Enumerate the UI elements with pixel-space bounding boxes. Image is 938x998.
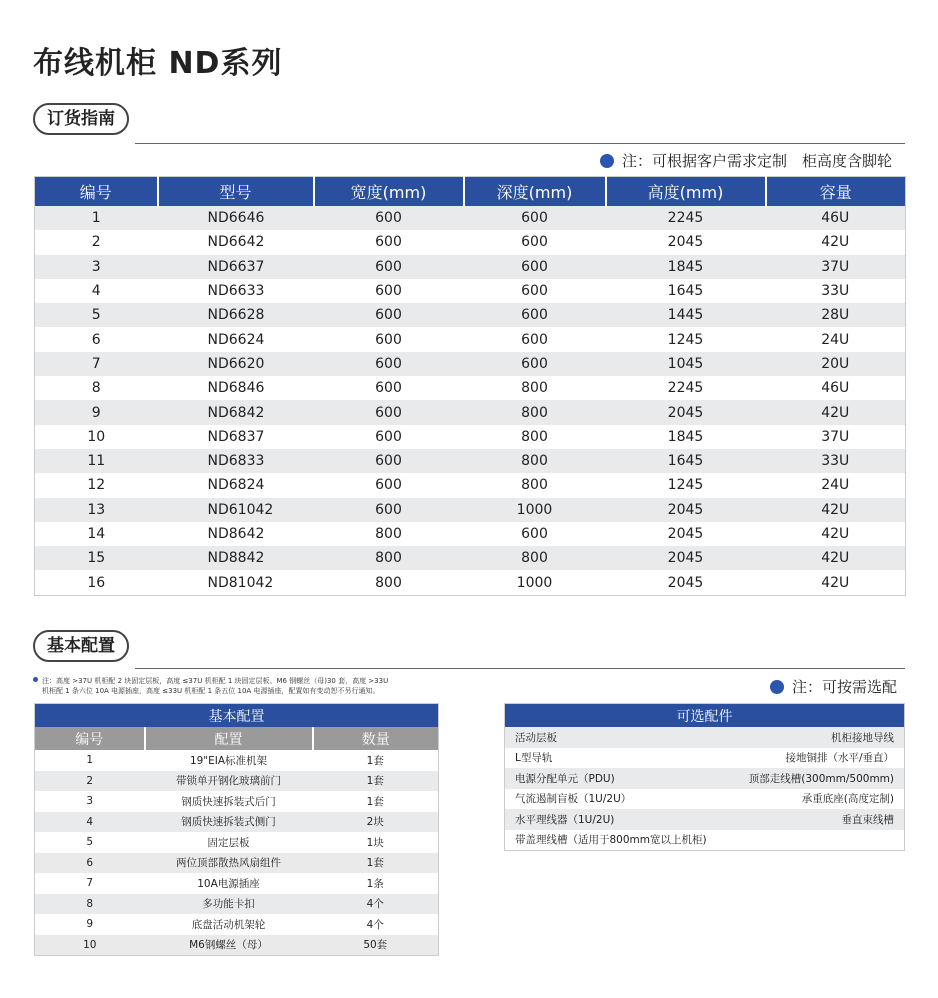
order-table-row-cell: 42U — [766, 522, 906, 546]
order-table-row-cell: ND6633 — [158, 279, 314, 303]
order-table-row-cell: 2245 — [606, 206, 766, 230]
order-table-row-cell: 600 — [314, 376, 464, 400]
order-table-row-cell: 600 — [314, 327, 464, 351]
order-table-row-cell: ND6620 — [158, 352, 314, 376]
config-table-row — [35, 894, 439, 915]
order-table-row-cell: 600 — [464, 352, 606, 376]
parts-table-row-cell: 带盖理线槽（适用于800mm宽以上机柜) — [505, 830, 725, 851]
order-table-row-cell: 12 — [35, 473, 158, 497]
parts-table-row-cell: 顶部走线槽(300mm/500mm) — [725, 768, 905, 789]
config-table-row-cell: 固定层板 — [145, 832, 313, 853]
order-col-header: 容量 — [766, 177, 906, 207]
parts-table-row — [505, 789, 905, 810]
section-config-divider — [135, 668, 905, 669]
config-table-caption: 基本配置 — [35, 704, 439, 728]
bullet-dot-icon — [770, 680, 784, 694]
order-table-row-cell: 600 — [464, 206, 606, 230]
order-table-row-cell: 600 — [314, 473, 464, 497]
order-table-row-cell: 42U — [766, 570, 906, 595]
order-table-row-cell: 600 — [464, 279, 606, 303]
order-table-row-cell: 800 — [314, 546, 464, 570]
config-table-row-cell: 带锁单开钢化玻璃前门 — [145, 771, 313, 792]
basic-config-table — [34, 703, 439, 956]
page-title: 布线机柜 ND系列 — [33, 46, 283, 81]
config-table-row — [35, 750, 439, 771]
config-col-header: 编号 — [35, 727, 145, 750]
order-table-row-cell: 2045 — [606, 498, 766, 522]
config-table-row — [35, 873, 439, 894]
order-table-row-cell: 600 — [314, 498, 464, 522]
order-table-row-cell: 800 — [464, 449, 606, 473]
order-table-row-cell: 600 — [464, 522, 606, 546]
bullet-dot-icon — [600, 154, 614, 168]
order-col-header: 宽度(mm) — [314, 177, 464, 207]
order-table-row-cell: 600 — [314, 303, 464, 327]
order-table-row-cell: 600 — [314, 255, 464, 279]
order-table-row-cell: 1645 — [606, 449, 766, 473]
order-table-row — [35, 473, 906, 497]
order-table-row-cell: 600 — [314, 230, 464, 254]
order-table-row — [35, 498, 906, 522]
order-table-row-cell: 37U — [766, 425, 906, 449]
order-table-row-cell: 2045 — [606, 570, 766, 595]
config-col-header: 数量 — [313, 727, 439, 750]
section-config-label: 基本配置 — [33, 630, 129, 662]
config-table-row-cell: 多功能卡扣 — [145, 894, 313, 915]
order-table-row — [35, 400, 906, 424]
config-table-row — [35, 853, 439, 874]
config-table-row-cell: 50套 — [313, 935, 439, 956]
order-table-row — [35, 352, 906, 376]
config-table-row — [35, 914, 439, 935]
order-table-row-cell: 11 — [35, 449, 158, 473]
config-table-row-cell: 1套 — [313, 791, 439, 812]
order-table-row-cell: 600 — [314, 425, 464, 449]
config-note-text: 注：可按需选配 — [792, 678, 898, 696]
config-table-row-cell: M6钢螺丝（母） — [145, 935, 313, 956]
order-table-row-cell: ND6637 — [158, 255, 314, 279]
order-table-row-cell: 600 — [314, 449, 464, 473]
order-table-row-cell: 600 — [314, 400, 464, 424]
order-table-row-cell: 800 — [314, 522, 464, 546]
parts-table-row — [505, 768, 905, 789]
order-table-row-cell: 8 — [35, 376, 158, 400]
order-table-row-cell: ND6837 — [158, 425, 314, 449]
parts-table-row-cell: 活动层板 — [505, 727, 725, 748]
config-table-row-cell: 底盘活动机架轮 — [145, 914, 313, 935]
order-table-row — [35, 279, 906, 303]
order-table-row-cell: 10 — [35, 425, 158, 449]
config-table-row — [35, 771, 439, 792]
config-table-row-cell: 4个 — [313, 894, 439, 915]
order-table-row-cell: 24U — [766, 473, 906, 497]
order-table-row-cell: ND8642 — [158, 522, 314, 546]
order-table-row-cell: 600 — [464, 230, 606, 254]
order-col-header: 型号 — [158, 177, 314, 207]
section-order-divider — [135, 143, 905, 144]
order-table-row — [35, 230, 906, 254]
parts-table-row-cell: 电源分配单元（PDU) — [505, 768, 725, 789]
parts-table-row-cell: 垂直束线槽 — [725, 809, 905, 830]
order-table-row-cell: 3 — [35, 255, 158, 279]
order-table-row-cell: 1845 — [606, 425, 766, 449]
config-table-row-cell: 1块 — [313, 832, 439, 853]
order-table-row-cell: ND6842 — [158, 400, 314, 424]
order-table-row — [35, 376, 906, 400]
order-table-row-cell: 42U — [766, 498, 906, 522]
order-table-row — [35, 522, 906, 546]
order-col-header: 深度(mm) — [464, 177, 606, 207]
order-note-text: 注：可根据客户需求定制 柜高度含脚轮 — [622, 152, 893, 170]
config-table-row-cell: 8 — [35, 894, 145, 915]
config-table-row-cell: 9 — [35, 914, 145, 935]
order-table-row-cell: ND81042 — [158, 570, 314, 595]
order-table-row-cell: ND6824 — [158, 473, 314, 497]
parts-table-row-cell: 承重底座(高度定制) — [725, 789, 905, 810]
order-table-row-cell: ND6624 — [158, 327, 314, 351]
order-table-row-cell: 24U — [766, 327, 906, 351]
order-table-row — [35, 449, 906, 473]
config-table-row-cell: 1套 — [313, 853, 439, 874]
order-table-row-cell: 9 — [35, 400, 158, 424]
config-table-row-cell: 2块 — [313, 812, 439, 833]
config-table-row — [35, 791, 439, 812]
parts-table-row — [505, 748, 905, 769]
config-table-row-cell: 钢质快速拆装式侧门 — [145, 812, 313, 833]
order-table-row-cell: ND61042 — [158, 498, 314, 522]
config-table-row-cell: 1套 — [313, 771, 439, 792]
order-table-row-cell: ND8842 — [158, 546, 314, 570]
parts-table-row-cell — [725, 830, 905, 851]
order-table-row-cell: 46U — [766, 376, 906, 400]
config-table-row-cell: 4个 — [313, 914, 439, 935]
order-table-row-cell: 800 — [464, 425, 606, 449]
order-table-row-cell: 2 — [35, 230, 158, 254]
order-table-row-cell: ND6833 — [158, 449, 314, 473]
order-table-row-cell: 2045 — [606, 522, 766, 546]
order-table-row — [35, 327, 906, 351]
order-table-row-cell: ND6642 — [158, 230, 314, 254]
order-table-row-cell: 600 — [464, 303, 606, 327]
order-table — [34, 176, 906, 596]
order-table-row-cell: ND6846 — [158, 376, 314, 400]
order-table-row-cell: 6 — [35, 327, 158, 351]
parts-table-row — [505, 830, 905, 851]
order-table-row-cell: 1045 — [606, 352, 766, 376]
order-table-row-cell: ND6628 — [158, 303, 314, 327]
order-table-row-cell: 42U — [766, 400, 906, 424]
order-table-row-cell: 1245 — [606, 327, 766, 351]
order-table-row — [35, 570, 906, 595]
order-table-row-cell: 2045 — [606, 230, 766, 254]
parts-table-row-cell: 气流遏制盲板（1U/2U） — [505, 789, 725, 810]
order-table-row-cell: 1000 — [464, 498, 606, 522]
parts-table-caption: 可选配件 — [505, 704, 905, 728]
config-table-row-cell: 1套 — [313, 750, 439, 771]
order-note — [600, 150, 892, 171]
config-table-row-cell: 5 — [35, 832, 145, 853]
small-note-line: 机柜配 1 条六位 10A 电源插座，高度 ≤33U 机柜配 1 条五位 10A 电源插座，配置如有变动恕不另行通知。 — [42, 687, 380, 695]
order-table-row-cell: 28U — [766, 303, 906, 327]
config-small-note — [33, 676, 433, 696]
config-table-row-cell: 10A电源插座 — [145, 873, 313, 894]
order-table-row-cell: 600 — [464, 255, 606, 279]
order-table-row-cell: 800 — [314, 570, 464, 595]
config-table-row-cell: 钢质快速拆装式后门 — [145, 791, 313, 812]
config-note — [770, 676, 897, 697]
order-table-row-cell: 600 — [464, 327, 606, 351]
parts-table-row-cell: L型导轨 — [505, 748, 725, 769]
order-table-row-cell: 1245 — [606, 473, 766, 497]
config-table-row-cell: 1条 — [313, 873, 439, 894]
order-table-row-cell: 1845 — [606, 255, 766, 279]
config-table-row-cell: 6 — [35, 853, 145, 874]
order-table-row-cell: 5 — [35, 303, 158, 327]
parts-table-row-cell: 机柜接地导线 — [725, 727, 905, 748]
order-table-row-cell: 2045 — [606, 400, 766, 424]
bullet-dot-icon — [33, 677, 38, 682]
small-note-line: 注：高度 >37U 机柜配 2 块固定层板，高度 ≤37U 机柜配 1 块固定层板、M6 钢螺丝（母)30 套，高度 >33U — [42, 677, 389, 685]
parts-table-row — [505, 727, 905, 748]
config-table-row-cell: 2 — [35, 771, 145, 792]
order-table-row — [35, 206, 906, 230]
order-col-header: 高度(mm) — [606, 177, 766, 207]
order-table-row — [35, 546, 906, 570]
order-table-row-cell: 33U — [766, 279, 906, 303]
config-table-row — [35, 812, 439, 833]
config-table-row — [35, 832, 439, 853]
parts-table-row-cell: 接地铜排（水平/垂直） — [725, 748, 905, 769]
order-table-row-cell: 1000 — [464, 570, 606, 595]
parts-table-row-cell: 水平理线器（1U/2U) — [505, 809, 725, 830]
order-table-row-cell: 600 — [314, 206, 464, 230]
order-table-row-cell: 20U — [766, 352, 906, 376]
order-table-row-cell: 42U — [766, 546, 906, 570]
order-table-row-cell: 800 — [464, 473, 606, 497]
order-table-row-cell: 13 — [35, 498, 158, 522]
config-table-row-cell: 两位顶部散热风扇组件 — [145, 853, 313, 874]
config-table-row-cell: 10 — [35, 935, 145, 956]
order-table-row-cell: 800 — [464, 400, 606, 424]
order-table-header-row — [35, 177, 906, 207]
order-table-row-cell: 2245 — [606, 376, 766, 400]
order-table-row-cell: 600 — [314, 279, 464, 303]
order-table-row-cell: 800 — [464, 546, 606, 570]
order-table-row-cell: 7 — [35, 352, 158, 376]
optional-parts-table — [504, 703, 905, 851]
order-table-row-cell: 14 — [35, 522, 158, 546]
order-table-row-cell: ND6646 — [158, 206, 314, 230]
order-table-row-cell: 1445 — [606, 303, 766, 327]
config-table-row-cell: 4 — [35, 812, 145, 833]
order-table-row-cell: 1645 — [606, 279, 766, 303]
order-table-row-cell: 15 — [35, 546, 158, 570]
order-table-row-cell: 42U — [766, 230, 906, 254]
config-table-row — [35, 935, 439, 956]
order-table-row — [35, 255, 906, 279]
order-table-row-cell: 800 — [464, 376, 606, 400]
order-table-row-cell: 2045 — [606, 546, 766, 570]
section-order-label: 订货指南 — [33, 103, 129, 135]
config-col-header: 配置 — [145, 727, 313, 750]
order-col-header: 编号 — [35, 177, 158, 207]
order-table-row-cell: 1 — [35, 206, 158, 230]
config-table-row-cell: 3 — [35, 791, 145, 812]
config-table-row-cell: 1 — [35, 750, 145, 771]
order-table-row — [35, 425, 906, 449]
parts-table-row — [505, 809, 905, 830]
config-table-row-cell: 19"EIA标准机架 — [145, 750, 313, 771]
order-table-row-cell: 33U — [766, 449, 906, 473]
order-table-row — [35, 303, 906, 327]
order-table-row-cell: 16 — [35, 570, 158, 595]
order-table-row-cell: 46U — [766, 206, 906, 230]
order-table-row-cell: 600 — [314, 352, 464, 376]
config-table-row-cell: 7 — [35, 873, 145, 894]
order-table-row-cell: 4 — [35, 279, 158, 303]
order-table-row-cell: 37U — [766, 255, 906, 279]
